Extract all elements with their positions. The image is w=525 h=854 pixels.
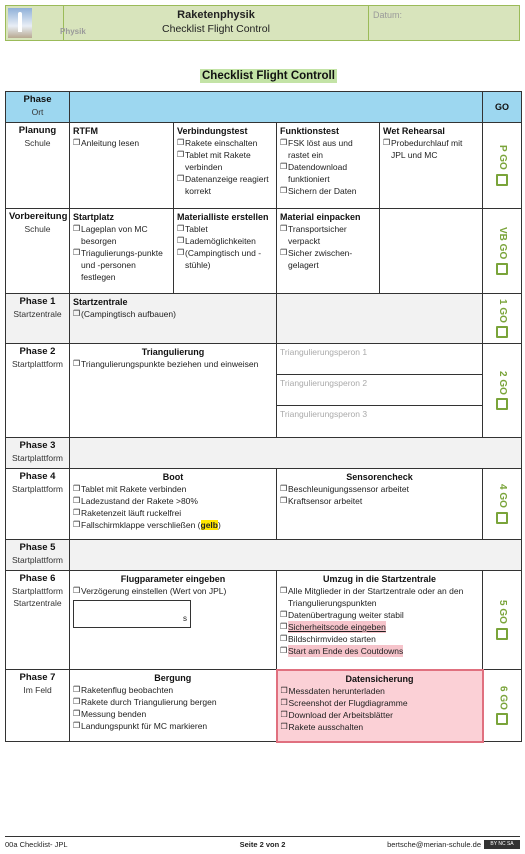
item-label: Verzögerung einstellen (Wert von JPL) — [81, 586, 227, 596]
checkbox-icon[interactable]: ❒ — [280, 709, 288, 719]
go-cell — [483, 344, 522, 438]
checklist-item[interactable] — [280, 185, 376, 197]
checklist-item[interactable] — [73, 585, 273, 597]
task-title: Datensicherung — [345, 673, 414, 684]
phase-location: Schule — [24, 224, 51, 234]
go-label: 5 GO — [497, 600, 508, 624]
checklist-item[interactable] — [73, 696, 273, 708]
header-title-area — [64, 6, 369, 40]
checkbox-icon[interactable]: ❒ — [73, 484, 81, 493]
unit-seconds: s — [183, 614, 187, 623]
phase-cell — [6, 294, 70, 344]
checkbox-icon[interactable]: ❒ — [73, 138, 81, 147]
header-go-cell — [483, 92, 522, 123]
checklist-item[interactable] — [73, 720, 273, 732]
checkbox-icon[interactable]: ❒ — [280, 138, 288, 147]
item-label: Rakete durch Triangulierung bergen — [81, 697, 217, 707]
checklist-item[interactable] — [280, 585, 479, 609]
item-label: Ladezustand der Rakete >80% — [81, 496, 198, 506]
task-cell — [174, 209, 277, 294]
go-cell — [483, 209, 522, 294]
item-label: Datendownload funktioniert — [288, 162, 348, 184]
checklist-item[interactable] — [280, 495, 479, 507]
task-title: Umzug in die Startzentrale — [322, 574, 437, 584]
empty-cell — [380, 209, 483, 294]
checkbox-icon[interactable]: ❒ — [280, 622, 288, 631]
phase-name: Phase 7 — [19, 672, 56, 683]
phase-cell — [6, 670, 70, 742]
go-label: VB GO — [497, 226, 508, 260]
header-subtitle: Checklist Flight Control — [162, 23, 270, 35]
item-label: Lageplan von MC besorgen — [81, 224, 148, 246]
checklist-item[interactable] — [280, 621, 479, 633]
task-cell — [70, 344, 277, 438]
checklist-item[interactable] — [177, 223, 273, 235]
checklist-item[interactable] — [73, 247, 170, 283]
phase-cell — [6, 438, 70, 469]
task-cell — [174, 123, 277, 209]
go-cell — [483, 670, 522, 742]
checklist-item[interactable] — [280, 645, 479, 657]
task-cell-highlighted — [277, 670, 483, 742]
footer-left: 00a Checklist- JPL — [5, 840, 68, 849]
table-row — [6, 438, 522, 469]
item-label: Triangulierungspunkte beziehen und einweisen — [81, 359, 259, 369]
checkbox-icon[interactable]: ❒ — [280, 586, 288, 595]
document-title: Checklist Flight Controll — [202, 70, 335, 82]
item-label: Rakete einschalten — [185, 138, 258, 148]
table-row — [6, 571, 522, 670]
checklist-item[interactable] — [177, 149, 273, 173]
item-label: (Campingtisch und -stühle) — [185, 248, 262, 270]
item-label: Screenshot der Flugdiagramme — [288, 697, 408, 708]
checkbox-icon[interactable]: ❒ — [280, 186, 288, 195]
phase-cell — [6, 123, 70, 209]
person-field-3[interactable]: Triangulierungsperon 3 — [280, 409, 368, 419]
item-label: Alle Mitglieder in der Startzentrale oder an den Triangulierungspunkten — [288, 586, 464, 608]
table-row — [6, 123, 522, 209]
logo-area — [6, 6, 64, 40]
item-label: Sicher zwischen-gelagert — [288, 248, 353, 270]
checklist-item[interactable] — [280, 137, 376, 161]
checklist-item[interactable] — [281, 697, 479, 709]
item-label: Datenübertragung weiter stabil — [288, 610, 404, 620]
task-title: Funktionstest — [280, 126, 340, 136]
checkbox-icon[interactable]: ❒ — [73, 586, 81, 595]
task-title: Bergung — [154, 673, 192, 683]
item-label: Tablet — [185, 224, 208, 234]
checklist-item[interactable] — [73, 223, 170, 247]
cc-license-icon: BY NC SA — [484, 840, 520, 849]
item-label: Start am Ende des Coutdowns — [288, 646, 404, 656]
item-label: Raketenzeit läuft ruckelfrei — [81, 508, 182, 518]
item-label: Beschleunigungssensor arbeitet — [288, 484, 409, 494]
go-checkbox[interactable] — [496, 326, 508, 338]
phase-location: Startzentrale — [13, 309, 62, 319]
person-field-1[interactable]: Triangulierungsperon 1 — [277, 344, 482, 375]
header-title: Raketenphysik — [177, 9, 255, 21]
header-subject: Physik — [60, 27, 86, 36]
task-title: Material einpacken — [280, 212, 361, 222]
checkbox-icon[interactable]: ❒ — [73, 721, 81, 730]
task-cell — [70, 209, 174, 294]
phase-location: Startplattform — [11, 484, 64, 494]
item-label: Transportsicher verpackt — [288, 224, 347, 246]
checklist-item[interactable] — [73, 308, 273, 320]
phase-cell — [6, 571, 70, 670]
checklist-item[interactable] — [281, 721, 479, 733]
header-blank — [70, 92, 483, 123]
go-checkbox[interactable] — [496, 713, 508, 725]
go-label: 6 GO — [497, 685, 509, 710]
checkbox-icon[interactable]: ❒ — [280, 646, 288, 655]
go-label: P GO — [497, 145, 508, 170]
checklist-item[interactable] — [280, 223, 376, 247]
table-row — [6, 344, 522, 438]
item-label: Datenanzeige reagiert korrekt — [185, 174, 269, 196]
phase-location: Startplattform — [11, 586, 64, 596]
phase-cell — [6, 209, 70, 294]
phase-name: Vorbereitung — [9, 211, 68, 222]
task-title: Materialliste erstellen — [177, 212, 269, 222]
task-title: Startzentrale — [73, 297, 128, 307]
checklist-table — [5, 91, 522, 743]
phase-cell — [6, 540, 70, 571]
checkbox-icon[interactable]: ❒ — [73, 248, 81, 257]
checkbox-icon[interactable]: ❒ — [280, 484, 288, 493]
checklist-item[interactable] — [73, 495, 273, 507]
go-cell — [483, 123, 522, 209]
footer-email[interactable]: bertsche@merian-schule.de — [387, 840, 481, 849]
page-footer — [5, 836, 520, 849]
task-title: Flugparameter eingeben — [120, 574, 226, 584]
checkbox-icon[interactable]: ❒ — [280, 685, 288, 695]
checkbox-icon[interactable]: ❒ — [280, 634, 288, 643]
item-label: Sicherheitscode eingeben — [288, 622, 386, 632]
checklist-item[interactable] — [280, 609, 479, 621]
checkbox-icon[interactable]: ❒ — [73, 309, 81, 318]
highlight-gelb: gelb — [200, 520, 218, 530]
checkbox-icon[interactable]: ❒ — [280, 496, 288, 505]
checklist-item[interactable] — [177, 235, 273, 247]
task-title: Boot — [162, 472, 184, 482]
phase-cell — [6, 344, 70, 438]
checkbox-icon[interactable]: ❒ — [73, 508, 81, 517]
checklist-item[interactable] — [177, 173, 273, 197]
checkbox-icon[interactable]: ❒ — [177, 174, 185, 183]
phase-name: Planung — [18, 125, 57, 136]
checkbox-icon[interactable]: ❒ — [280, 697, 288, 707]
empty-cell — [277, 294, 483, 344]
task-cell — [70, 571, 277, 670]
item-label: Raketenflug beobachten — [81, 685, 174, 695]
task-cell — [277, 209, 380, 294]
table-row — [6, 209, 522, 294]
item-text: Fallschirmklappe verschließen ( — [81, 520, 201, 530]
checklist-item[interactable] — [73, 684, 273, 696]
phase-name: Phase 6 — [19, 573, 56, 584]
rocket-launch-image — [8, 8, 32, 38]
item-label: Lademöglichkeiten — [185, 236, 256, 246]
task-cell — [70, 469, 277, 540]
checkbox-icon[interactable]: ❒ — [280, 610, 288, 619]
task-title: Startplatz — [73, 212, 115, 222]
go-label: 2 GO — [497, 370, 508, 395]
task-title: Verbindungstest — [177, 126, 248, 136]
item-label: Rakete ausschalten — [288, 721, 364, 732]
task-cell — [70, 294, 277, 344]
checkbox-icon[interactable]: ❒ — [73, 520, 81, 529]
go-label: 1 GO — [497, 298, 508, 323]
checklist-item[interactable] — [73, 507, 273, 519]
phase-location: Im Feld — [23, 685, 52, 695]
task-title: Wet Rehearsal — [383, 126, 445, 136]
checkbox-icon[interactable]: ❒ — [73, 685, 81, 694]
footer-page-number: Seite 2 von 2 — [239, 840, 286, 849]
phase-name: Phase 2 — [19, 346, 56, 357]
checkbox-icon[interactable]: ❒ — [73, 496, 81, 505]
checkbox-icon[interactable]: ❒ — [73, 359, 81, 368]
checklist-item[interactable] — [280, 633, 479, 645]
checklist-item[interactable] — [177, 247, 273, 271]
item-label: (Campingtisch aufbauen) — [81, 309, 176, 319]
go-checkbox[interactable] — [496, 263, 508, 275]
checklist-item[interactable] — [280, 483, 479, 495]
checkbox-icon[interactable]: ❒ — [383, 138, 391, 147]
item-label: Anleitung lesen — [81, 138, 140, 148]
task-title: Sensorencheck — [346, 472, 413, 482]
phase-name: Phase 1 — [19, 296, 56, 307]
item-label: Download der Arbeitsblätter — [288, 709, 393, 720]
item-label: Sichern der Daten — [288, 186, 357, 196]
checklist-item[interactable] — [281, 685, 479, 697]
go-checkbox[interactable] — [496, 174, 508, 186]
table-row — [6, 469, 522, 540]
checklist-item[interactable] — [280, 161, 376, 185]
checklist-item[interactable] — [73, 708, 273, 720]
checklist-item[interactable] — [73, 483, 273, 495]
phase-cell — [6, 469, 70, 540]
go-cell — [483, 571, 522, 670]
item-close-paren: ) — [218, 520, 221, 530]
item-label: Tablet mit Rakete verbinden — [81, 484, 187, 494]
task-cell — [380, 123, 483, 209]
header-go: GO — [494, 102, 509, 112]
table-row — [6, 540, 522, 571]
checkbox-icon[interactable]: ❒ — [177, 248, 185, 257]
person-field-2[interactable]: Triangulierungsperon 2 — [277, 375, 482, 406]
table-row — [6, 294, 522, 344]
task-cell — [277, 123, 380, 209]
phase-location: Startplattform — [11, 453, 64, 463]
checkbox-icon[interactable]: ❒ — [280, 248, 288, 257]
go-label: 4 GO — [497, 484, 508, 508]
task-cell — [277, 469, 483, 540]
checklist-item[interactable] — [73, 137, 170, 149]
item-label: Probedurchlauf mit JPL und MC — [391, 138, 463, 160]
item-label: Bildschirmvideo starten — [288, 634, 376, 644]
phase-name: Phase 3 — [19, 440, 56, 451]
item-label: Messung benden — [81, 709, 147, 719]
item-label: Landungspunkt für MC markieren — [81, 721, 208, 731]
table-header-row — [6, 92, 522, 123]
go-cell — [483, 294, 522, 344]
go-checkbox[interactable] — [496, 628, 508, 640]
phase-location: Schule — [24, 138, 51, 148]
go-cell — [483, 469, 522, 540]
go-checkbox[interactable] — [496, 512, 508, 524]
checkbox-icon[interactable]: ❒ — [73, 709, 81, 718]
date-field[interactable]: Datum: — [369, 6, 519, 40]
checklist-item[interactable] — [73, 358, 273, 370]
item-label: Triagulierungs-punkte und -personen festlegen — [81, 248, 163, 282]
checkbox-icon[interactable]: ❒ — [177, 138, 185, 147]
footer-right — [350, 840, 520, 849]
go-checkbox[interactable] — [496, 398, 508, 410]
task-title: RTFM — [73, 126, 98, 136]
phase-name: Phase 5 — [19, 542, 56, 553]
header-phase-cell — [6, 92, 70, 123]
phase-location: Startplattform — [11, 555, 64, 565]
checklist-item[interactable] — [177, 137, 273, 149]
item-label: FSK löst aus und rastet ein — [288, 138, 353, 160]
checkbox-icon[interactable]: ❒ — [177, 224, 185, 233]
checkbox-icon[interactable]: ❒ — [177, 236, 185, 245]
item-label: Messdaten herunterladen — [288, 685, 385, 696]
checkbox-icon[interactable]: ❒ — [280, 224, 288, 233]
empty-cell — [70, 438, 522, 469]
empty-cell — [70, 540, 522, 571]
header-phase: Phase — [23, 94, 52, 105]
checkbox-icon[interactable]: ❒ — [280, 721, 288, 731]
persons-cell — [277, 344, 483, 438]
delay-input[interactable] — [73, 600, 191, 628]
item-label: Tablet mit Rakete verbinden — [185, 150, 251, 172]
header-ort: Ort — [31, 107, 44, 117]
checkbox-icon[interactable]: ❒ — [280, 162, 288, 171]
task-cell — [277, 571, 483, 670]
task-title: Triangulierung — [141, 347, 205, 357]
phase-location: Startplattform — [11, 359, 64, 369]
checkbox-icon[interactable]: ❒ — [73, 224, 81, 233]
checklist-item[interactable] — [383, 137, 479, 161]
checkbox-icon[interactable]: ❒ — [73, 697, 81, 706]
item-label: Kraftsensor arbeitet — [288, 496, 363, 506]
task-cell — [70, 670, 277, 742]
table-row — [6, 670, 522, 742]
checklist-item[interactable] — [280, 247, 376, 271]
phase-name: Phase 4 — [19, 471, 56, 482]
checklist-item[interactable] — [281, 709, 479, 721]
task-cell — [70, 123, 174, 209]
item-label — [81, 519, 221, 531]
checklist-item[interactable] — [73, 519, 273, 531]
checkbox-icon[interactable]: ❒ — [177, 150, 185, 159]
phase-location-2: Startzentrale — [13, 598, 62, 608]
